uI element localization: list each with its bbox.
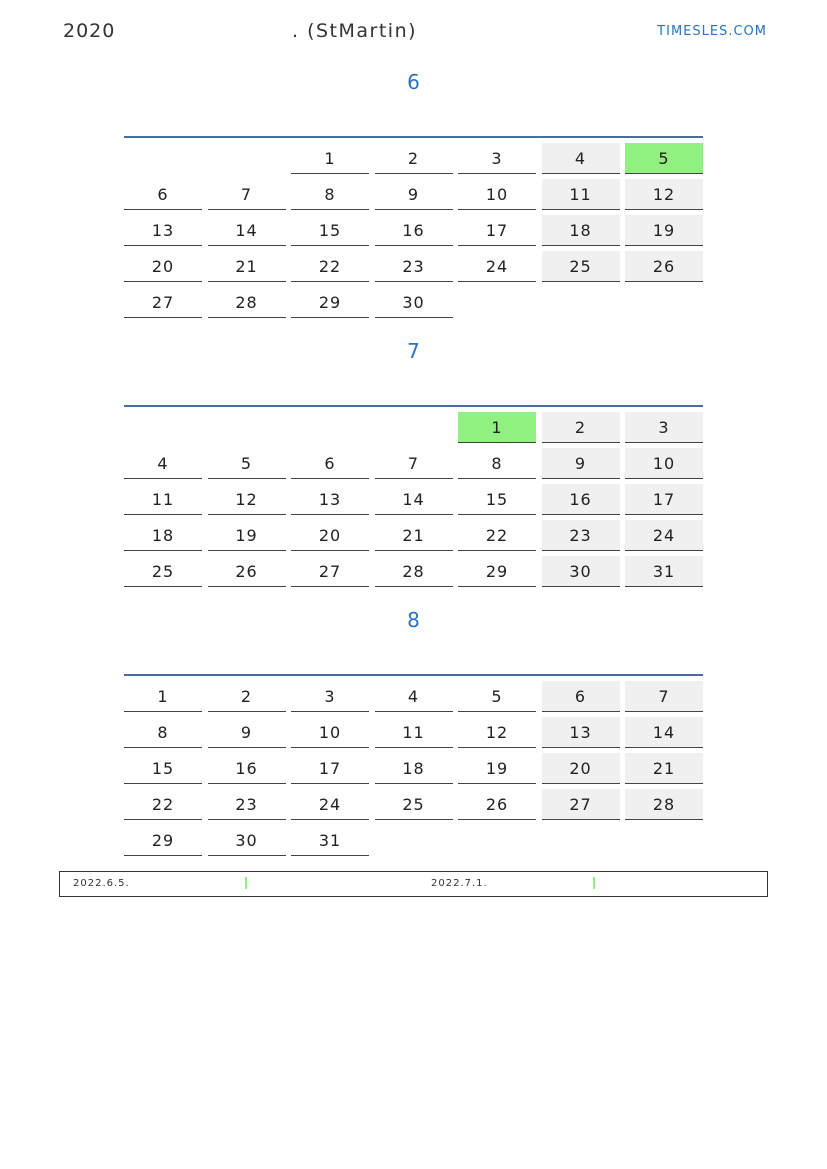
day-cell: 28 [375,556,453,587]
day-cell: 15 [124,753,202,784]
day-cell: 22 [458,520,536,551]
week-row [124,143,703,174]
month-title: 7 [407,339,420,363]
legend-holiday-marker-2 [593,877,595,889]
day-cell: 17 [291,753,369,784]
day-cell: 25 [542,251,620,282]
holiday-day-cell: 1 [458,412,536,443]
day-cell: 13 [124,215,202,246]
empty-day-cell [375,412,453,442]
day-cell: 16 [542,484,620,515]
week-row [124,520,703,551]
day-cell: 2 [542,412,620,443]
empty-day-cell [208,412,286,442]
day-cell: 29 [458,556,536,587]
site-link[interactable]: TIMESLES.COM [657,24,767,39]
day-cell: 19 [208,520,286,551]
day-cell: 8 [291,179,369,210]
week-row [124,251,703,282]
day-cell: 3 [291,681,369,712]
header-year: 2020 [63,20,116,42]
week-row [124,287,703,318]
day-cell: 9 [542,448,620,479]
day-cell: 28 [208,287,286,318]
day-cell: 30 [542,556,620,587]
month-header-rule [124,405,703,407]
day-cell: 12 [625,179,703,210]
day-cell: 17 [458,215,536,246]
holiday-legend [59,871,768,897]
week-row [124,825,703,856]
day-cell: 6 [542,681,620,712]
day-cell: 15 [458,484,536,515]
empty-day-cell [625,287,703,317]
day-cell: 27 [124,287,202,318]
day-cell: 6 [124,179,202,210]
week-row [124,179,703,210]
week-row [124,753,703,784]
day-cell: 1 [124,681,202,712]
day-cell: 31 [291,825,369,856]
day-cell: 8 [458,448,536,479]
day-cell: 14 [375,484,453,515]
day-cell: 19 [625,215,703,246]
day-cell: 21 [208,251,286,282]
day-cell: 23 [208,789,286,820]
empty-day-cell [458,825,536,855]
day-cell: 10 [625,448,703,479]
day-cell: 8 [124,717,202,748]
legend-holiday-marker-1 [245,877,247,889]
day-cell: 16 [375,215,453,246]
day-cell: 3 [625,412,703,443]
day-cell: 23 [542,520,620,551]
day-cell: 31 [625,556,703,587]
day-cell: 4 [542,143,620,174]
day-cell: 12 [458,717,536,748]
day-cell: 9 [208,717,286,748]
empty-day-cell [291,412,369,442]
day-cell: 23 [375,251,453,282]
day-cell: 25 [124,556,202,587]
day-cell: 1 [291,143,369,174]
day-cell: 21 [625,753,703,784]
empty-day-cell [542,287,620,317]
empty-day-cell [375,825,453,855]
page-title: . (StMartin) [292,20,418,42]
day-cell: 4 [124,448,202,479]
day-cell: 3 [458,143,536,174]
day-cell: 26 [458,789,536,820]
day-cell: 17 [625,484,703,515]
day-cell: 7 [625,681,703,712]
day-cell: 28 [625,789,703,820]
day-cell: 30 [208,825,286,856]
empty-day-cell [124,412,202,442]
day-cell: 14 [208,215,286,246]
day-cell: 24 [458,251,536,282]
empty-day-cell [458,287,536,317]
week-row [124,412,703,443]
day-cell: 20 [291,520,369,551]
week-row [124,484,703,515]
week-row [124,215,703,246]
day-cell: 13 [291,484,369,515]
day-cell: 20 [542,753,620,784]
legend-date-1: 2022.6.5. [73,878,130,889]
week-row [124,556,703,587]
day-cell: 29 [291,287,369,318]
empty-day-cell [124,143,202,173]
day-cell: 5 [458,681,536,712]
day-cell: 13 [542,717,620,748]
day-cell: 29 [124,825,202,856]
day-cell: 26 [625,251,703,282]
day-cell: 9 [375,179,453,210]
day-cell: 18 [124,520,202,551]
day-cell: 5 [208,448,286,479]
month-header-rule [124,674,703,676]
week-row [124,681,703,712]
day-cell: 26 [208,556,286,587]
day-cell: 19 [458,753,536,784]
day-cell: 6 [291,448,369,479]
empty-day-cell [208,143,286,173]
week-row [124,448,703,479]
day-cell: 22 [124,789,202,820]
month-title: 6 [407,70,420,94]
day-cell: 15 [291,215,369,246]
day-cell: 20 [124,251,202,282]
day-cell: 10 [291,717,369,748]
day-cell: 18 [542,215,620,246]
month-title: 8 [407,608,420,632]
day-cell: 7 [375,448,453,479]
week-row [124,789,703,820]
day-cell: 27 [542,789,620,820]
day-cell: 21 [375,520,453,551]
day-cell: 12 [208,484,286,515]
empty-day-cell [542,825,620,855]
day-cell: 25 [375,789,453,820]
month-header-rule [124,136,703,138]
day-cell: 11 [124,484,202,515]
day-cell: 11 [542,179,620,210]
empty-day-cell [625,825,703,855]
day-cell: 4 [375,681,453,712]
day-cell: 10 [458,179,536,210]
legend-date-2: 2022.7.1. [431,878,488,889]
day-cell: 2 [208,681,286,712]
day-cell: 30 [375,287,453,318]
day-cell: 27 [291,556,369,587]
day-cell: 11 [375,717,453,748]
day-cell: 24 [625,520,703,551]
day-cell: 7 [208,179,286,210]
day-cell: 18 [375,753,453,784]
holiday-day-cell: 5 [625,143,703,174]
day-cell: 22 [291,251,369,282]
day-cell: 14 [625,717,703,748]
day-cell: 24 [291,789,369,820]
day-cell: 2 [375,143,453,174]
day-cell: 16 [208,753,286,784]
week-row [124,717,703,748]
